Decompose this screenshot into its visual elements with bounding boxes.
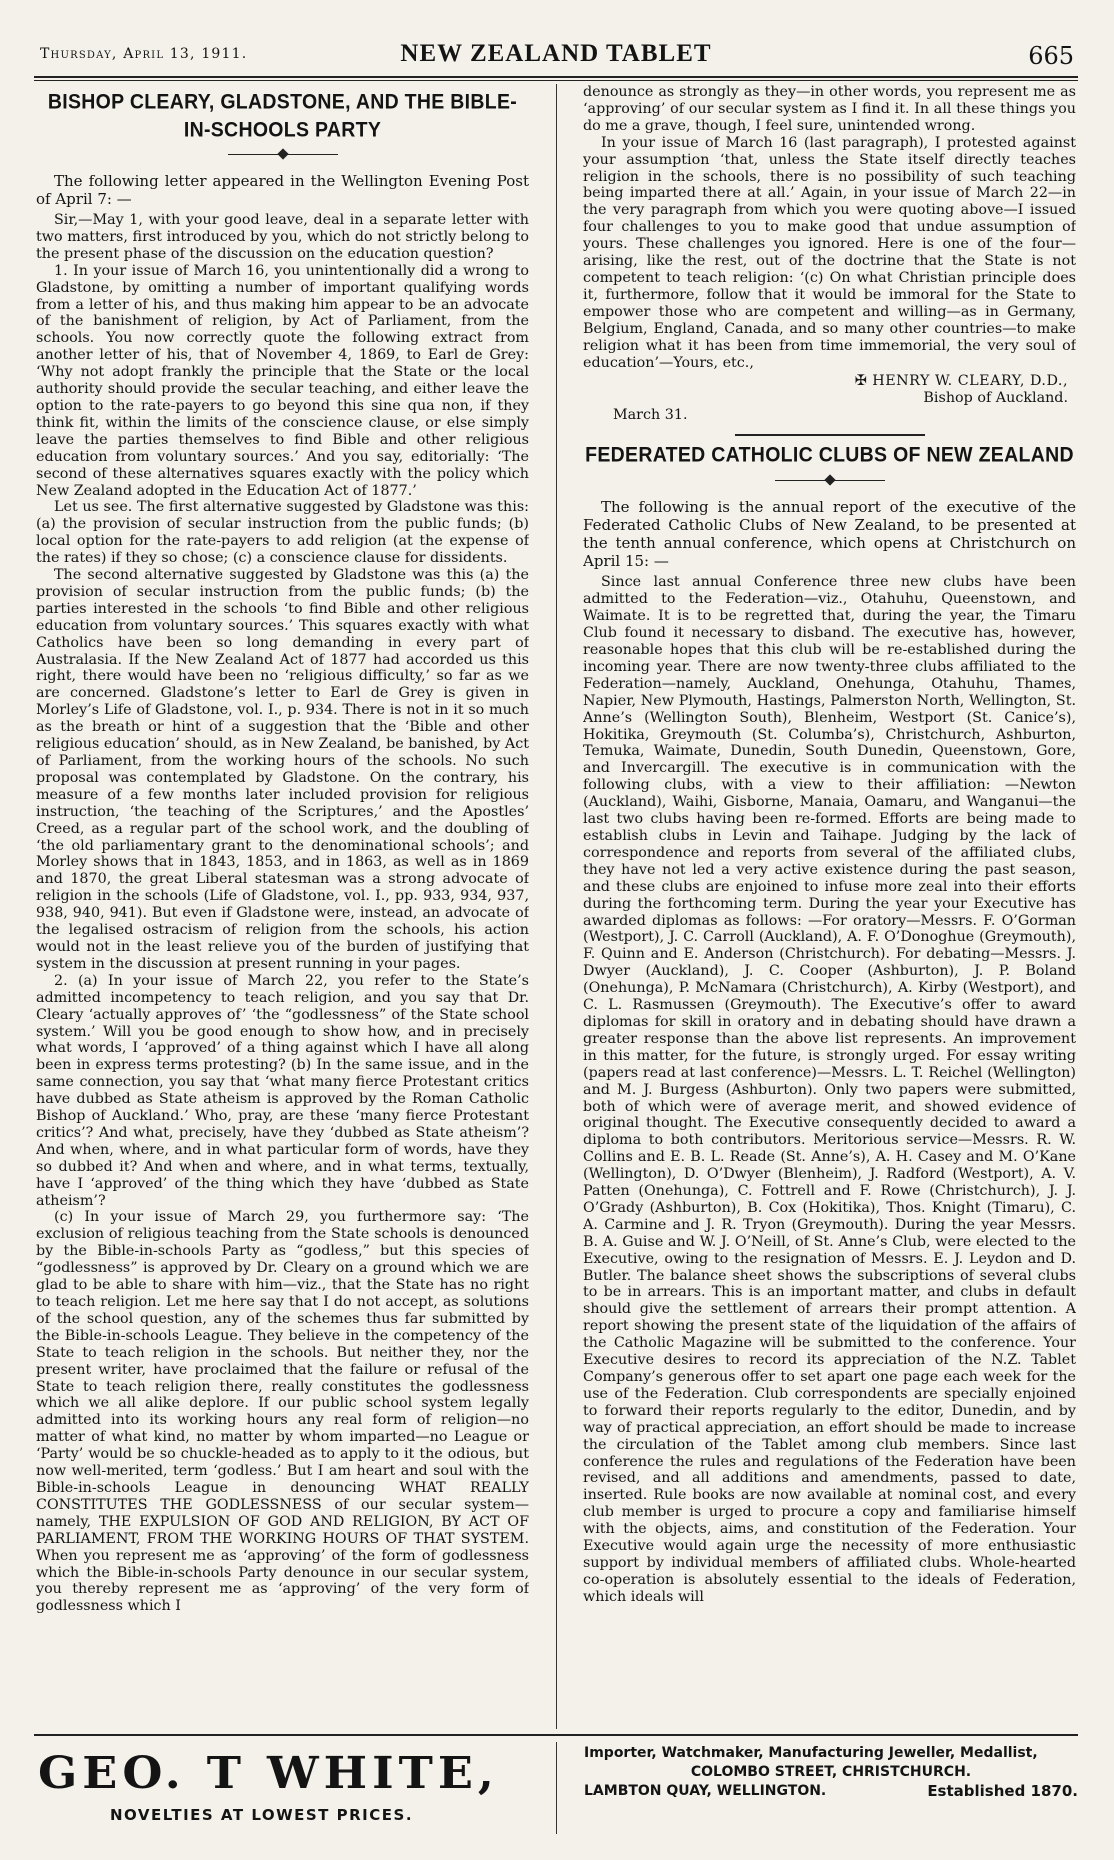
letter-date: March 31.	[613, 407, 688, 424]
header-rule-thin	[34, 80, 1078, 81]
advert-line: COLOMBO STREET, CHRISTCHURCH.	[690, 1764, 972, 1780]
paragraph: (c) In your issue of March 29, you furthermore say: ‘The exclusion of religious teaching from the State schools is denounced by the Bible-in-schools Party as “godless,” but this species of “godlessness” is approved by Dr. Cleary on a ground which we are glad to be able to share with him—viz., that the State has no right to teach religion. Let me here say that I do not accept, as solutions of the school question, any of the schemes thus far submitted by the Bible-in-schools League. They believe in the competency of the State to teach religion in the schools. But neither they, nor the present writer, have proclaimed that the failure or refusal of the State to teach religion there, really constitutes the godlessness which we all alike deplore. If our public school system legally admitted into its working hours any real form of religion—no matter of what kind, no matter by whom imparted—no League or ‘Party’ would be so chuckle-headed as to apply to it the odious, but now well-merited, term ‘godless.’ But I am heart and soul with the Bible-in-schools League in denouncing WHAT REALLY CONSTITUTES THE GODLESSNESS of our secular system—namely, THE EXPULSION OF GOD AND RELIGION, BY ACT OF PARLIAMENT, FROM THE WORKING HOURS OF THAT SYSTEM. When you represent me as ‘approving’ of the form of godlessness which the Bible-in-schools Party denounce in our secular system, you thereby represent me as ‘approving’ of the very form of godlessness which I	[36, 1209, 529, 1615]
advert-details	[584, 1744, 1078, 1801]
page-number: 665	[1028, 42, 1074, 70]
advert-brand: GEO. T WHITE,	[38, 1747, 499, 1799]
paragraph: denounce as strongly as they—in other words, you represent me as ‘approving’ of our secular system as I find it. In all these things you do me a grave, though, I feel sure, unintended wrong.	[583, 84, 1076, 134]
header-rule	[34, 76, 1078, 78]
newspaper-title: NEW ZEALAND TABLET	[400, 40, 712, 67]
article-intro: The following letter appeared in the Wellington Evening Post of April 7: —	[36, 172, 529, 208]
article-intro: The following is the annual report of the executive of the Federated Catholic Clubs of New Zealand, to be presented at the tenth annual conference, which opens at Christchurch on April 15: —	[583, 498, 1076, 571]
paragraph: The second alternative suggested by Gladstone was this (a) the provision of secular instruction from the public funds; (b) the parties interested in the schools ‘to find Bible and other religious education from voluntary sources.’ This squares exactly with what Catholics have been so long demanding in every part of Australasia. If the New Zealand Act of 1877 had accorded us this right, there would have been no ‘religious difficulty,’ so far as we are concerned. Gladstone’s letter to Earl de Grey is given in Morley’s Life of Gladstone, vol. I., p. 934. There is not in it so much as the breath or hint of a suggestion that the ‘Bible and other religious education’ should, as in New Zealand, be banished, by Act of Parliament, from the working hours of the schools. No such proposal was contemplated by Gladstone. On the contrary, his measure of a few months later included provision for religious instruction, ‘the teaching of the Scriptures,’ and the Apostles’ Creed, as a regular part of the school work, and the doubling of ‘the old parliamentary grant to the denominational schools’; and Morley shows that in 1843, 1853, and in 1863, as well as in 1869 and 1870, the great Liberal statesman was a strong advocate of religion in the schools (Life of Gladstone, vol. I., pp. 933, 934, 937, 938, 940, 941). But even if Gladstone were, instead, an advocate of the legalised ostracism of religion from the schools, his action would not in the least relieve you of the burden of justifying that system in the discussion at present running in your pages.	[36, 567, 529, 972]
left-column	[36, 84, 529, 1729]
advert-line: Importer, Watchmaker, Manufacturing Jeweller, Medallist,	[584, 1745, 1038, 1761]
advert-line: LAMBTON QUAY, WELLINGTON.	[584, 1783, 827, 1799]
advert-line-row	[584, 1782, 1078, 1801]
article-title-federated: FEDERATED CATHOLIC CLUBS OF NEW ZEALAND	[585, 443, 1074, 468]
advert-tagline: NOVELTIES AT LOWEST PRICES.	[110, 1806, 414, 1824]
paragraph: In your issue of March 16 (last paragraph), I protested against your assumption ‘that, unless the State itself directly teaches religion in the schools, there is no possibility of such teaching being imparted there at all.’ Again, in your issue of March 22—in the very paragraph from which you were quoting above—I issued four challenges to you to make good that undue assumption of yours. These challenges you ignored. Here is one of the four—arising, like the rest, out of the doctrine that the State is not competent to teach religion: ‘(c) On what Christian principle does it, furthermore, follow that it would be immoral for the State to empower those who are competent and willing—as in Germany, Belgium, England, Canada, and so many other countries—to make religion what it has been from time immemorial, the very soul of education’—Yours, etc.,	[583, 134, 1076, 371]
article-title-cleary: BISHOP CLEARY, GLADSTONE, AND THE BIBLE-IN-SCHOOLS PARTY	[47, 90, 518, 142]
paragraph: 2. (a) In your issue of March 22, you refer to the State’s admitted incompetency to teach religion, and you say that Dr. Cleary ‘actually approves of’ ‘the “godlessness” of the State school system.’ Will you be good enough to show how, and in precisely what words, I ‘approved’ of a thing against which I have all along been in express terms protesting? (b) In the same issue, and in the same connection, you say that ‘what many fierce Protestant critics have dubbed as State atheism is approved by the Roman Catholic Bishop of Auckland.’ Who, pray, are these ‘many fierce Protestant critics’? And what, precisely, have they ‘dubbed as State atheism’? And when, where, and in what particular form of words, have they so dubbed it? And when and where, and in what terms, textually, have I ‘approved’ of the thing which they have ‘dubbed as State atheism’?	[36, 972, 529, 1209]
signature-title: Bishop of Auckland.	[923, 390, 1068, 407]
advertisement	[34, 1742, 1078, 1842]
paragraph: 1. In your issue of March 16, you unintentionally did a wrong to Gladstone, by omitting a number of important qualifying words from a letter of his, and thus making him appear to be an advocate of the banishment of religion, by Act of Parliament, from the schools. You now correctly quote the following extract from another letter of his, that of November 4, 1869, to Earl de Grey: ‘Why not adopt frankly the principle that the State or the local authority should provide the secular teaching, and either leave the option to the rate-payers to go beyond this sine qua non, if they think fit, within the limits of the conscience clause, or else simply leave the parties themselves to find Bible and other religious education from voluntary sources.’ And you say, editorially: ‘The second of these alternatives squares exactly with the policy which New Zealand adopted in the Education Act of 1877.’	[36, 262, 529, 499]
ornament-divider	[228, 148, 338, 162]
signature: ✠ HENRY W. CLEARY, D.D.,	[854, 373, 1068, 390]
paragraph: Since last annual Conference three new clubs have been admitted to the Federation—viz., Otahuhu, Queenstown, and Waimate. It is to be regretted that, during the year, the Timaru Club found it necessary to disband. The executive has, however, reasonable hopes that this club will be re-established during the incoming year. There are now twenty-three clubs affiliated to the Federation—namely, Auckland, Onehunga, Otahuhu, Thames, Napier, New Plymouth, Hastings, Palmerston North, Wellington, St. Anne’s (Wellington South), Blenheim, Westport (St. Canice’s), Hokitika, Greymouth (St. Columba’s), Christchurch, Ashburton, Temuka, Waimate, Dunedin, South Dunedin, Queenstown, Gore, and Invercargill. The executive is in communication with the following clubs, with a view to their affiliation: —Newton (Auckland), Waihi, Gisborne, Manaia, Oamaru, and Wanganui—the last two clubs having been re-formed. Efforts are being made to establish clubs in Levin and Taihape. Judging by the lack of correspondence and reports from several of the affiliated clubs, they have not led a very active existence during the past season, and these clubs are enjoined to infuse more zeal into their efforts during the forthcoming term. During the year your Executive has awarded diplomas as follows: —For oratory—Messrs. F. O’Gorman (Westport), J. C. Carroll (Auckland), A. F. O’Donoghue (Greymouth), F. Quinn and E. Anderson (Christchurch). For debating—Messrs. J. Dwyer (Auckland), J. C. Cooper (Ashburton), J. P. Boland (Onehunga), P. McNamara (Christchurch), A. Kirby (Westport), and C. L. Rasmussen (Greymouth). The Executive’s offer to award diplomas for skill in oratory and in debating should have drawn a greater response than the above list represents. An improvement in this matter, for the future, is strongly urged. For essay writing (papers read at last conference)—Messrs. L. T. Reichel (Wellington) and M. J. Burgess (Ashburton). Only two papers were submitted, both of which were of average merit, and showed evidence of original thought. The Executive consequently decided to award a diploma to both contributors. Meritorious service—Messrs. R. W. Collins and E. B. L. Reade (St. Anne’s), A. H. Casey and M. O’Kane (Wellington), D. O’Dwyer (Blenheim), J. Radford (Westport), A. V. Patten (Onehunga), C. Fottrell and F. Rowe (Christchurch), J. J. O’Grady (Ashburton), B. Cox (Hokitika), Thos. Knight (Timaru), C. A. Carmine and J. R. Tryon (Greymouth). During the year Messrs. B. A. Guise and W. J. O’Neill, of St. Anne’s Club, were elected to the Executive, owing to the resignation of Messrs. E. J. Leydon and D. Butler. The balance sheet shows the subscriptions of several clubs to be in arrears. This is an important matter, and clubs in default should give the settlement of arrears their prompt attention. A report showing the present state of the liquidation of the affairs of the Catholic Magazine will be submitted to the conference. Your Executive desires to record its appreciation of the N.Z. Tablet Company’s generous offer to set apart one page each week for the use of the Federation. Club correspondents are specially enjoined to forward their reports regularly to the editor, Dunedin, and by way of practical appreciation, an effort should be made to increase the circulation of the Tablet among club members. Since last conference the rules and regulations of the Federation have been revised, and all additions and amendments, passed to date, inserted. Rule books are now available at nominal cost, and every club member is urged to procure a copy and familiarise himself with the objects, aims, and constitution of the Federation. Your Executive would again urge the necessity of more enthusiastic support by individual members of affiliated clubs. Whole-hearted co-operation is absolutely essential to the ideals of Federation, which ideals will	[583, 574, 1076, 1605]
issue-date: Thursday, April 13, 1911.	[40, 46, 248, 62]
column-divider	[556, 84, 557, 1729]
paragraph: Sir,—May 1, with your good leave, deal in a separate letter with two matters, first introduced by you, which do not strictly belong to the present phase of the discussion on the education question?	[36, 212, 529, 262]
paragraph: Let us see. The first alternative suggested by Gladstone was this: (a) the provision of secular instruction from the public funds; (b) local option for the rate-payers to add religion (at the expense of the rates) if they so chose; (c) a conscience clause for dissidents.	[36, 499, 529, 567]
masthead	[34, 36, 1078, 72]
advert-established: Established 1870.	[927, 1782, 1078, 1800]
advert-rule	[34, 1734, 1078, 1736]
right-column	[583, 84, 1076, 1729]
ornament-divider	[775, 474, 885, 488]
section-rule	[735, 434, 925, 436]
